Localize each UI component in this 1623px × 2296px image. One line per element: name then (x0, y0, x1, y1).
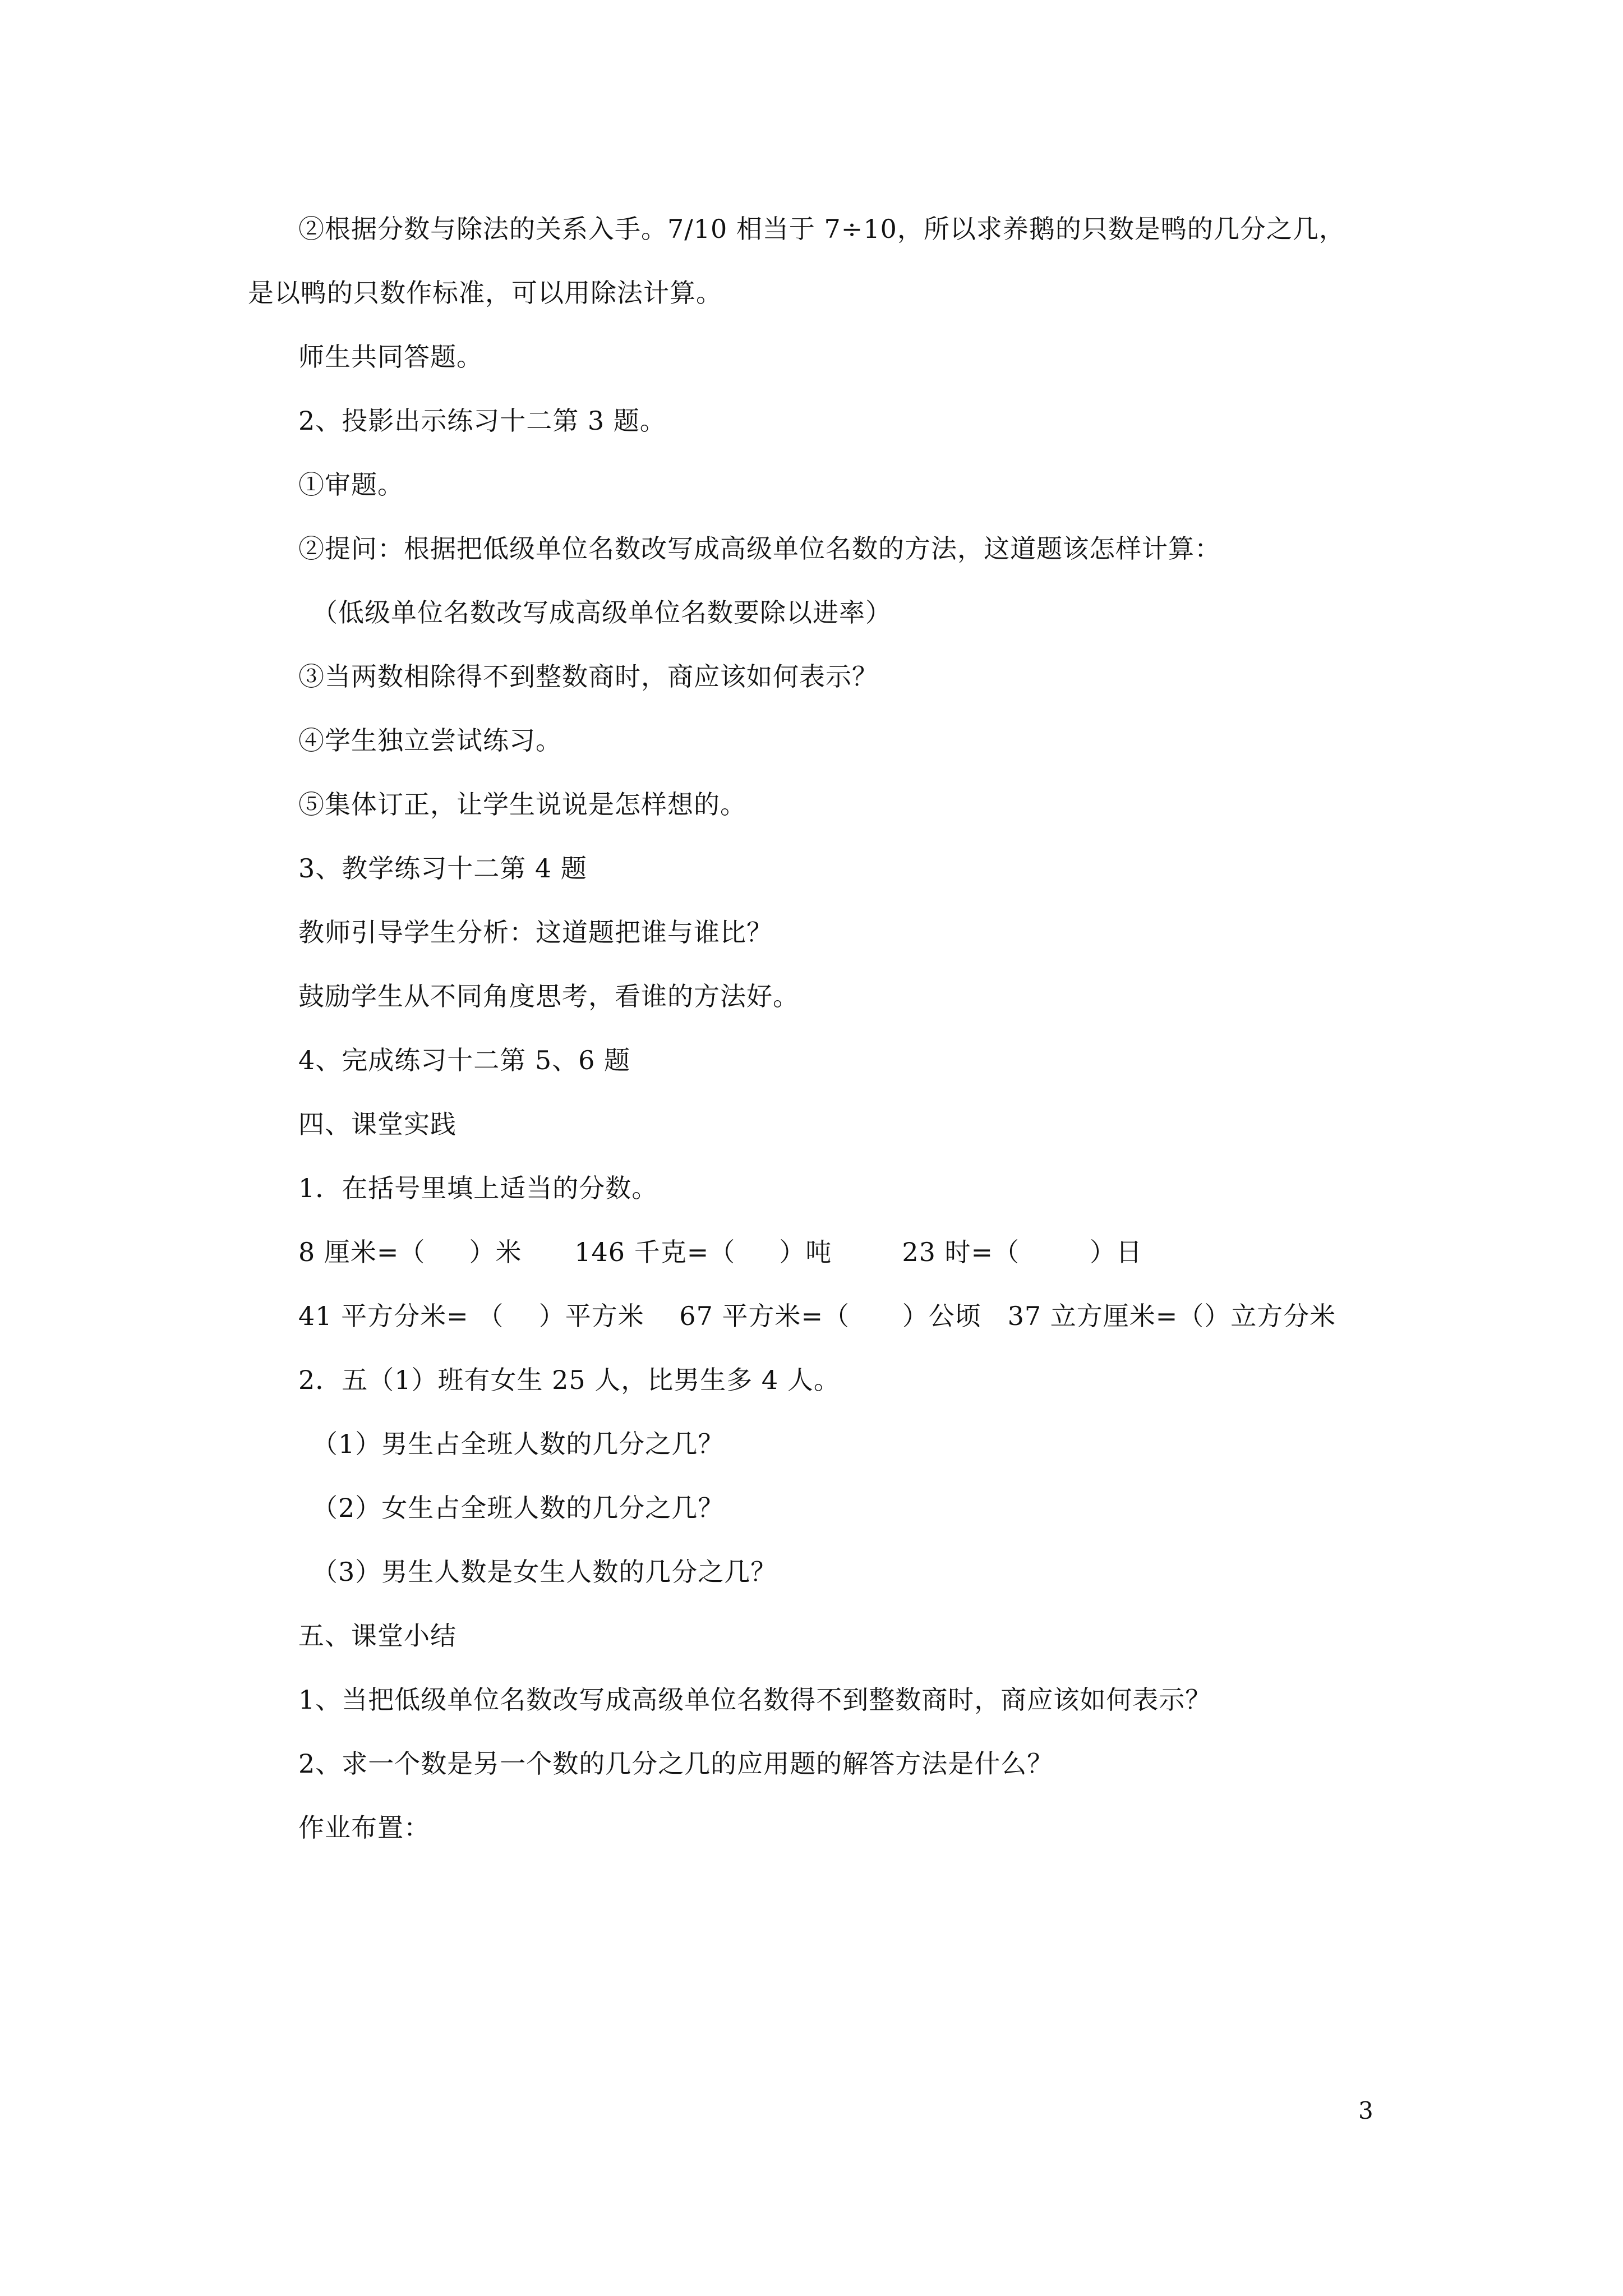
section-heading: 四、课堂实践 (298, 1109, 457, 1139)
text-line: 1、当把低级单位名数改写成高级单位名数得不到整数商时，商应该如何表示？ (298, 1685, 1212, 1715)
text-line: 2、求一个数是另一个数的几分之几的应用题的解答方法是什么？ (298, 1749, 1054, 1779)
text-line: 教师引导学生分析：这道题把谁与谁比？ (298, 917, 773, 947)
text-line: ②提问：根据把低级单位名数改写成高级单位名数的方法，这道题该怎样计算： (298, 533, 1221, 564)
text-line: 作业布置： (298, 1812, 430, 1843)
text-line: 2．五（1）班有女生 25 人，比男生多 4 人。 (298, 1365, 840, 1395)
text-line: 师生共同答题。 (298, 342, 483, 372)
text-line: ③当两数相除得不到整数商时，商应该如何表示？ (298, 661, 878, 692)
text-line: ④学生独立尝试练习。 (298, 725, 562, 756)
page-number: 3 (1358, 2097, 1373, 2124)
text-line: 3、教学练习十二第 4 题 (298, 853, 587, 884)
text-line: ⑤集体订正，让学生说说是怎样想的。 (298, 789, 746, 820)
question-line: （2）女生占全班人数的几分之几？ (312, 1493, 725, 1523)
text-line: ①审题。 (298, 470, 404, 500)
exercise-line: 41 平方分米= （ ）平方米 67 平方米=（ ）公顷 37 立方厘米=（）立方分米 (298, 1301, 1336, 1331)
text-line: 1．在括号里填上适当的分数。 (298, 1173, 658, 1203)
text-line: 鼓励学生从不同角度思考，看谁的方法好。 (298, 981, 799, 1011)
text-line: 4、完成练习十二第 5、6 题 (298, 1045, 631, 1075)
exercise-line: 8 厘米=（ ）米 146 千克=（ ）吨 23 时=（ ）日 (298, 1237, 1143, 1267)
text-line: （低级单位名数改写成高级单位名数要除以进率） (312, 597, 892, 628)
text-line: ②根据分数与除法的关系入手。7/10 相当于 7÷10，所以求养鹅的只数是鸭的几分之几， (298, 214, 1345, 244)
section-heading: 五、课堂小结 (298, 1621, 457, 1651)
question-line: （3）男生人数是女生人数的几分之几？ (312, 1557, 777, 1587)
text-line: 是以鸭的只数作标准，可以用除法计算。 (248, 278, 722, 308)
question-line: （1）男生占全班人数的几分之几？ (312, 1429, 725, 1459)
text-line: 2、投影出示练习十二第 3 题。 (298, 406, 666, 436)
